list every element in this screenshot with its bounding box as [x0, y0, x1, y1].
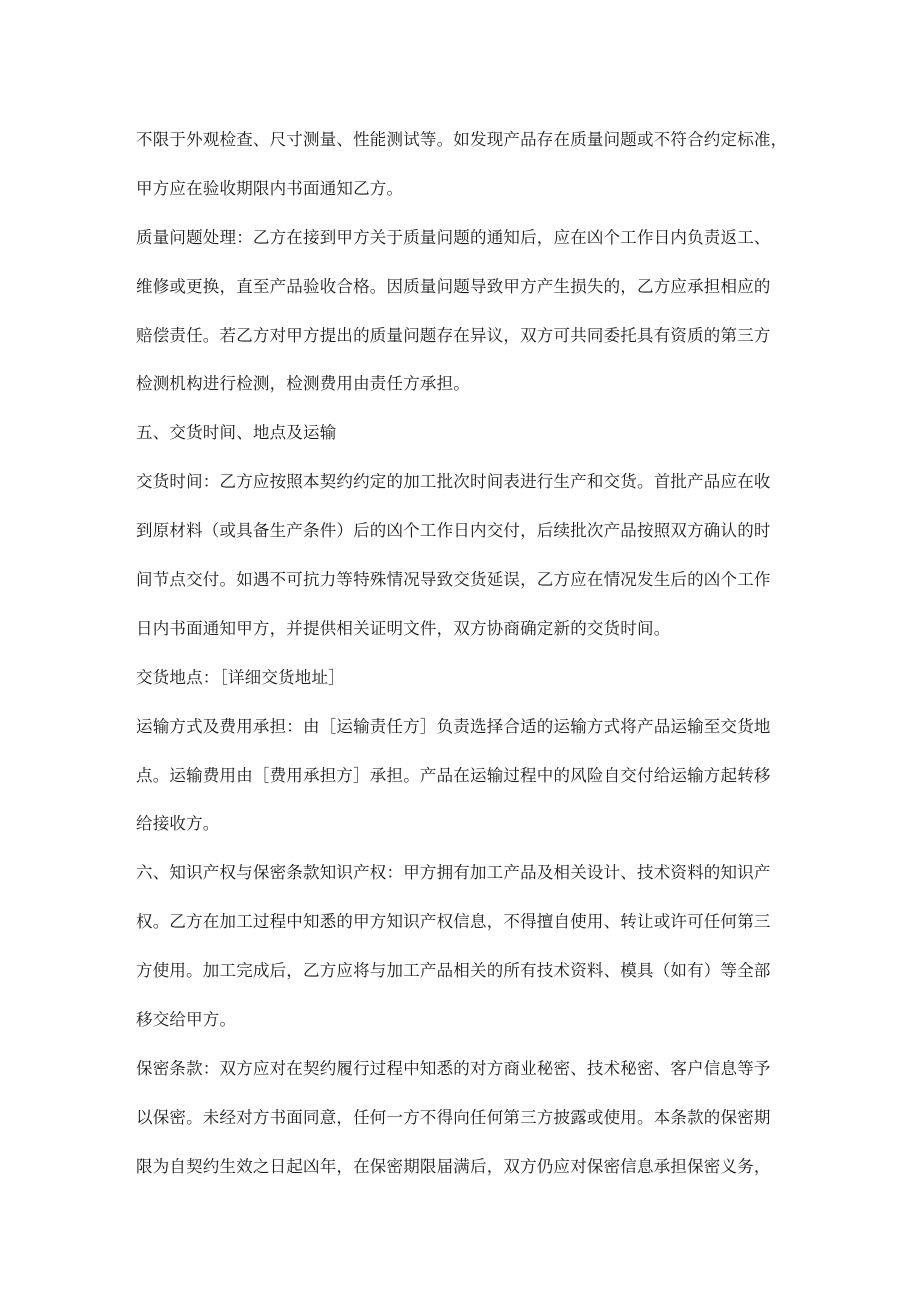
text-line: 以保密。未经对方书面同意，任何一方不得向任何第三方披露或使用。本条款的保密期 — [136, 1107, 771, 1127]
text-line: 点。运输费用由［费用承担方］承担。产品在运输过程中的风险自交付给运输方起转移 — [136, 765, 771, 785]
text-line: 交货地点：［详细交货地址］ — [136, 667, 345, 687]
text-line: 到原材料（或具备生产条件）后的凶个工作日内交付，后续批次产品按照双方确认的时 — [136, 521, 771, 541]
text-line: 限为自契约生效之日起凶年，在保密期限届满后，双方仍应对保密信息承担保密义务， — [136, 1156, 771, 1176]
section-heading: 六、知识产权与保密条款知识产权：甲方拥有加工产品及相关设计、技术资料的知识产 — [136, 863, 771, 883]
text-line: 不限于外观检查、尺寸测量、性能测试等。如发现产品存在质量问题或不符合约定标准， — [136, 130, 788, 149]
text-line: 方使用。加工完成后，乙方应将与加工产品相关的所有技术资料、模具（如有）等全部 — [136, 961, 771, 981]
text-line: 权。乙方在加工过程中知悉的甲方知识产权信息，不得擅自使用、转让或许可任何第三 — [136, 912, 771, 932]
text-line: 赔偿责任。若乙方对甲方提出的质量问题存在异议，双方可共同委托具有资质的第三方 — [136, 325, 771, 345]
document-body — [136, 116, 786, 1192]
text-line: 检测机构进行检测，检测费用由责任方承担。 — [136, 374, 470, 394]
text-line: 甲方应在验收期限内书面通知乙方。 — [136, 178, 404, 198]
text-line: 质量问题处理：乙方在接到甲方关于质量问题的通知后，应在凶个工作日内负责返工、 — [136, 227, 771, 247]
text-line: 日内书面通知甲方，并提供相关证明文件，双方协商确定新的交货时间。 — [136, 618, 671, 638]
text-line: 交货时间：乙方应按照本契约约定的加工批次时间表进行生产和交货。首批产品应在收 — [136, 472, 771, 492]
text-line: 间节点交付。如遇不可抗力等特殊情况导致交货延误，乙方应在情况发生后的凶个工作 — [136, 570, 771, 590]
text-line: 保密条款：双方应对在契约履行过程中知悉的对方商业秘密、技术秘密、客户信息等予 — [136, 1058, 771, 1078]
text-line: 维修或更换，直至产品验收合格。因质量问题导致甲方产生损失的，乙方应承担相应的 — [136, 276, 771, 296]
text-line: 给接收方。 — [136, 814, 220, 834]
text-line: 移交给甲方。 — [136, 1010, 237, 1030]
section-heading: 五、交货时间、地点及运输 — [136, 423, 337, 443]
text-line: 运输方式及费用承担：由［运输责任方］负责选择合适的运输方式将产品运输至交货地 — [136, 716, 771, 736]
